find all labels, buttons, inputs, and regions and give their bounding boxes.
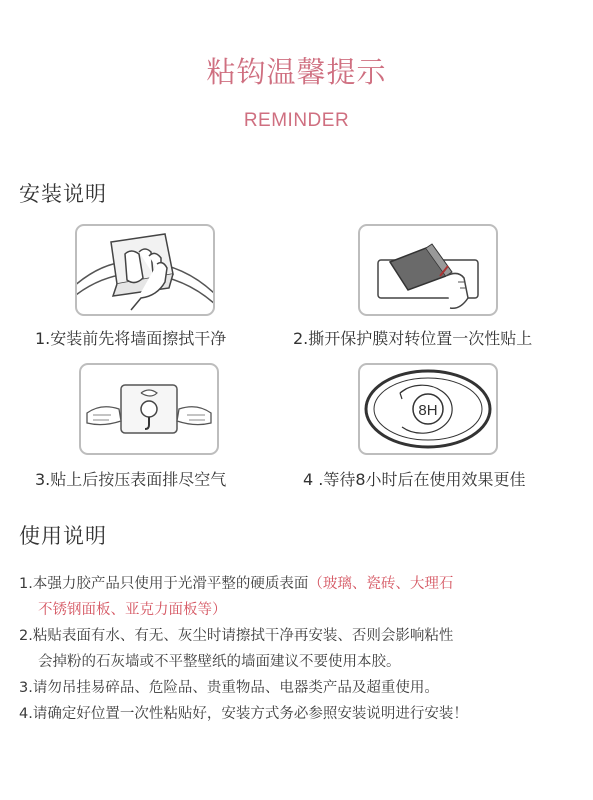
install-heading: 安装说明 <box>19 182 107 206</box>
usage-note-highlight-cont: 不锈钢面板、亚克力面板等） <box>38 602 227 618</box>
peel-film-icon <box>358 224 498 316</box>
usage-note-num: 4. <box>19 706 33 722</box>
usage-note-text: 本强力胶产品只使用于光滑平整的硬质表面 <box>32 576 309 592</box>
usage-note-2-cont <box>19 649 579 675</box>
usage-note-num: 1. <box>19 576 33 592</box>
wait-8h-icon <box>358 363 498 455</box>
page-title: 粘钩温馨提示 <box>206 55 387 89</box>
install-step-1-caption: 1.安装前先将墙面擦拭干净 <box>35 329 227 348</box>
usage-heading: 使用说明 <box>19 524 107 548</box>
usage-note-num: 3. <box>19 680 33 696</box>
usage-note-highlight: （玻璃、瓷砖、大理石 <box>308 576 454 592</box>
install-step-2-caption: 2.撕开保护膜对转位置一次性贴上 <box>293 329 533 348</box>
usage-note-text: 请确定好位置一次性粘贴好，安装方式务必参照安装说明进行安装！ <box>32 706 468 722</box>
usage-note-2 <box>19 623 579 649</box>
page-subtitle: REMINDER <box>243 110 350 131</box>
usage-note-text: 粘贴表面有水、有无、灰尘时请擦拭干净再安装、否则会影响粘性 <box>32 628 454 644</box>
press-hook-icon <box>79 363 219 455</box>
usage-note-4 <box>19 701 579 727</box>
install-step-3-caption: 3.贴上后按压表面排尽空气 <box>35 470 227 489</box>
usage-note-num: 2. <box>19 628 33 644</box>
usage-note-text: 请勿吊挂易碎品、危险品、贵重物品、电器类产品及超重使用。 <box>32 680 439 696</box>
hand-wiping-icon <box>75 224 215 316</box>
usage-notes-list <box>19 571 579 727</box>
usage-note-text-cont: 会掉粉的石灰墙或不平整壁纸的墙面建议不要使用本胶。 <box>38 654 401 670</box>
install-step-4-caption: 4 .等待8小时后在使用效果更佳 <box>303 470 526 489</box>
wait-8h-badge: 8H <box>418 402 438 419</box>
usage-note-1-cont <box>19 597 579 623</box>
usage-note-1 <box>19 571 579 597</box>
usage-note-3 <box>19 675 579 701</box>
